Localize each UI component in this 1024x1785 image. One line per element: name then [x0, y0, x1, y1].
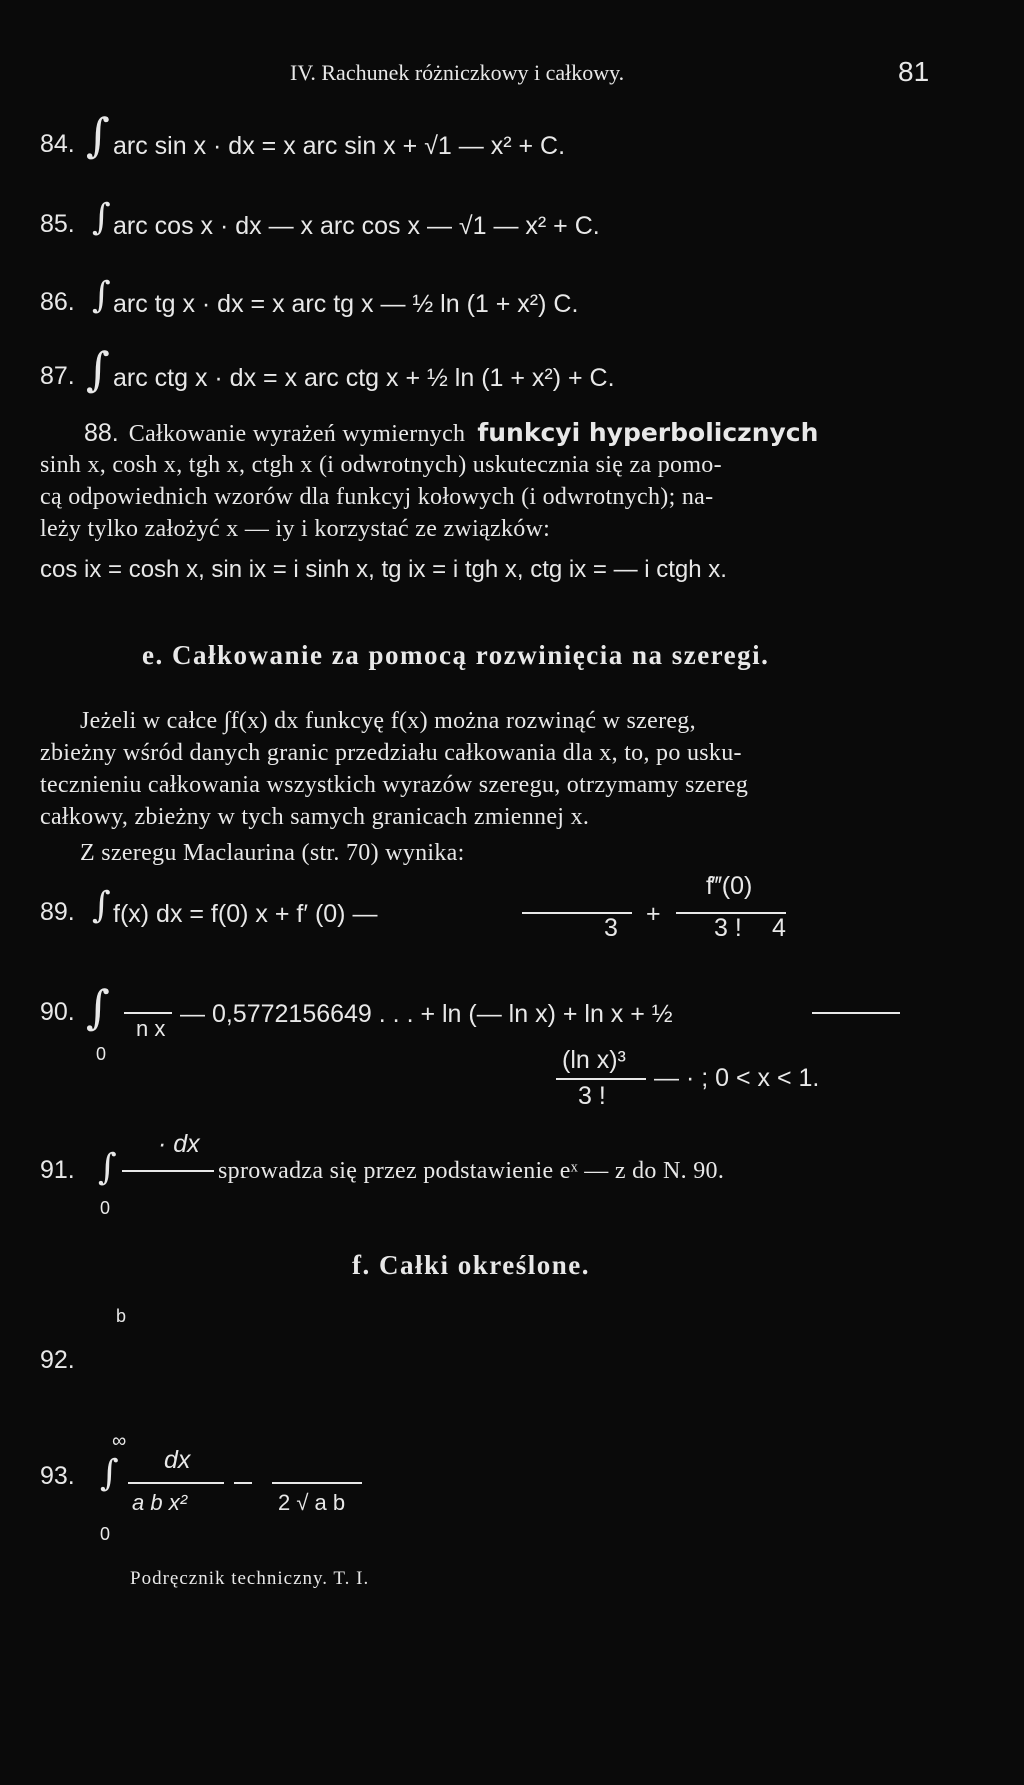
- fraction-3-denominator: 4: [772, 914, 786, 942]
- denominator: n x: [136, 1016, 166, 1041]
- paragraph-88-line-1: [84, 418, 818, 448]
- formula-91: sprowadza się przez podstawienie eˣ — z do N. 90.: [218, 1158, 725, 1184]
- formula-number-87: 87.: [40, 362, 75, 390]
- lower-limit: 0: [100, 1524, 111, 1544]
- formula-89: f(x) dx = f(0) x + f′ (0) —: [113, 900, 378, 928]
- section-e-line-1: Jeżeli w całce ∫f(x) dx funkcyę f(x) można rozwinąć w szereg,: [80, 708, 696, 734]
- paragraph-88-line-3: cą odpowiednich wzorów dla funkcyj kołowych (i odwrotnych); na-: [40, 484, 714, 510]
- upper-limit: ∞: [112, 1430, 127, 1452]
- running-header: IV. Rachunek różniczkowy i całkowy.: [290, 60, 625, 85]
- section-e-line-2: zbieżny wśród danych granic przedziału całkowania dla x, to, po usku-: [40, 740, 742, 766]
- hyperbolic-relations: cos ix = cosh x, sin ix = i sinh x, tg ix = i tgh x, ctg ix = — i ctgh x.: [40, 556, 727, 583]
- paragraph-88-line-2: sinh x, cosh x, tgh x, ctgh x (i odwrotnych) uskutecznia się za pomo-: [40, 452, 722, 478]
- integral-sign: ∫: [100, 1453, 119, 1494]
- formula-85: arc cos x · dx — x arc cos x — √1 — x² + C.: [113, 212, 600, 240]
- integral-sign: ∫: [92, 197, 111, 238]
- fraction-1-denominator: 3: [604, 914, 618, 942]
- denominator-2: 2 √ a b: [278, 1490, 346, 1515]
- lower-limit: 0: [96, 1044, 107, 1064]
- lower-limit: 0: [100, 1198, 111, 1218]
- fraction-numerator: (ln x)³: [562, 1046, 626, 1074]
- formula-number-91: 91.: [40, 1156, 75, 1184]
- fraction-bar: [122, 1170, 214, 1172]
- footer: Podręcznik techniczny. T. I.: [130, 1568, 370, 1589]
- fraction-bar: [124, 1012, 172, 1014]
- formula-86: arc tg x · dx = x arc tg x — ½ ln (1 + x²) C.: [113, 290, 579, 318]
- formula-number-85: 85.: [40, 210, 75, 238]
- fraction-bar: [556, 1078, 646, 1080]
- numerator: · dx: [158, 1130, 200, 1158]
- minus-sign: [234, 1482, 252, 1484]
- fraction-bar: [272, 1482, 362, 1484]
- integral-sign: ∫: [86, 980, 110, 1034]
- section-e-line-4: całkowy, zbieżny w tych samych granicach zmiennej x.: [40, 804, 590, 830]
- paragraph-88-bold: funkcyi hyperbolicznych: [477, 418, 819, 447]
- denominator-1: a b x²: [132, 1490, 188, 1515]
- formula-number-92: 92.: [40, 1346, 75, 1374]
- upper-limit: b: [116, 1306, 127, 1326]
- paragraph-88-lead: Całkowanie wyrażeń wymiernych: [128, 421, 466, 447]
- section-e-line-5: Z szeregu Maclaurina (str. 70) wynika:: [80, 840, 465, 866]
- plus-sign: +: [646, 900, 661, 928]
- integral-sign: ∫: [92, 885, 111, 926]
- formula-87: arc ctg x · dx = x arc ctg x + ½ ln (1 + x²) + C.: [113, 364, 615, 392]
- integral-sign: ∫: [92, 275, 111, 316]
- formula-number-93: 93.: [40, 1462, 75, 1490]
- integral-sign: ∫: [86, 342, 110, 396]
- integral-sign: ∫: [98, 1147, 117, 1188]
- formula-number-84: 84.: [40, 130, 75, 158]
- formula-90: — 0,5772156649 . . . + ln (— ln x) + ln x + ½: [180, 1000, 673, 1028]
- fraction-2-denominator: 3 !: [714, 914, 742, 942]
- fraction-bar: [128, 1482, 224, 1484]
- formula-number-89: 89.: [40, 898, 75, 926]
- fraction-bar: [812, 1012, 900, 1014]
- paragraph-88-line-4: leży tylko założyć x — iy i korzystać ze związków:: [40, 516, 551, 542]
- page-number: 81: [898, 56, 930, 87]
- formula-90-tail: — · ; 0 < x < 1.: [654, 1064, 820, 1092]
- section-f-heading: f. Całki określone.: [352, 1250, 591, 1280]
- section-e-heading: e. Całkowanie za pomocą rozwinięcia na szeregi.: [142, 640, 770, 670]
- section-e-line-3: tecznieniu całkowania wszystkich wyrazów szeregu, otrzymamy szereg: [40, 772, 749, 798]
- integral-sign: ∫: [86, 108, 110, 162]
- fraction-2-numerator: f‴(0): [706, 872, 753, 900]
- formula-number-90: 90.: [40, 998, 75, 1026]
- formula-number-86: 86.: [40, 288, 75, 316]
- fraction-denominator: 3 !: [578, 1082, 606, 1110]
- formula-number-88: 88.: [84, 419, 119, 447]
- numerator: dx: [164, 1446, 191, 1474]
- formula-84: arc sin x · dx = x arc sin x + √1 — x² + C.: [113, 132, 566, 160]
